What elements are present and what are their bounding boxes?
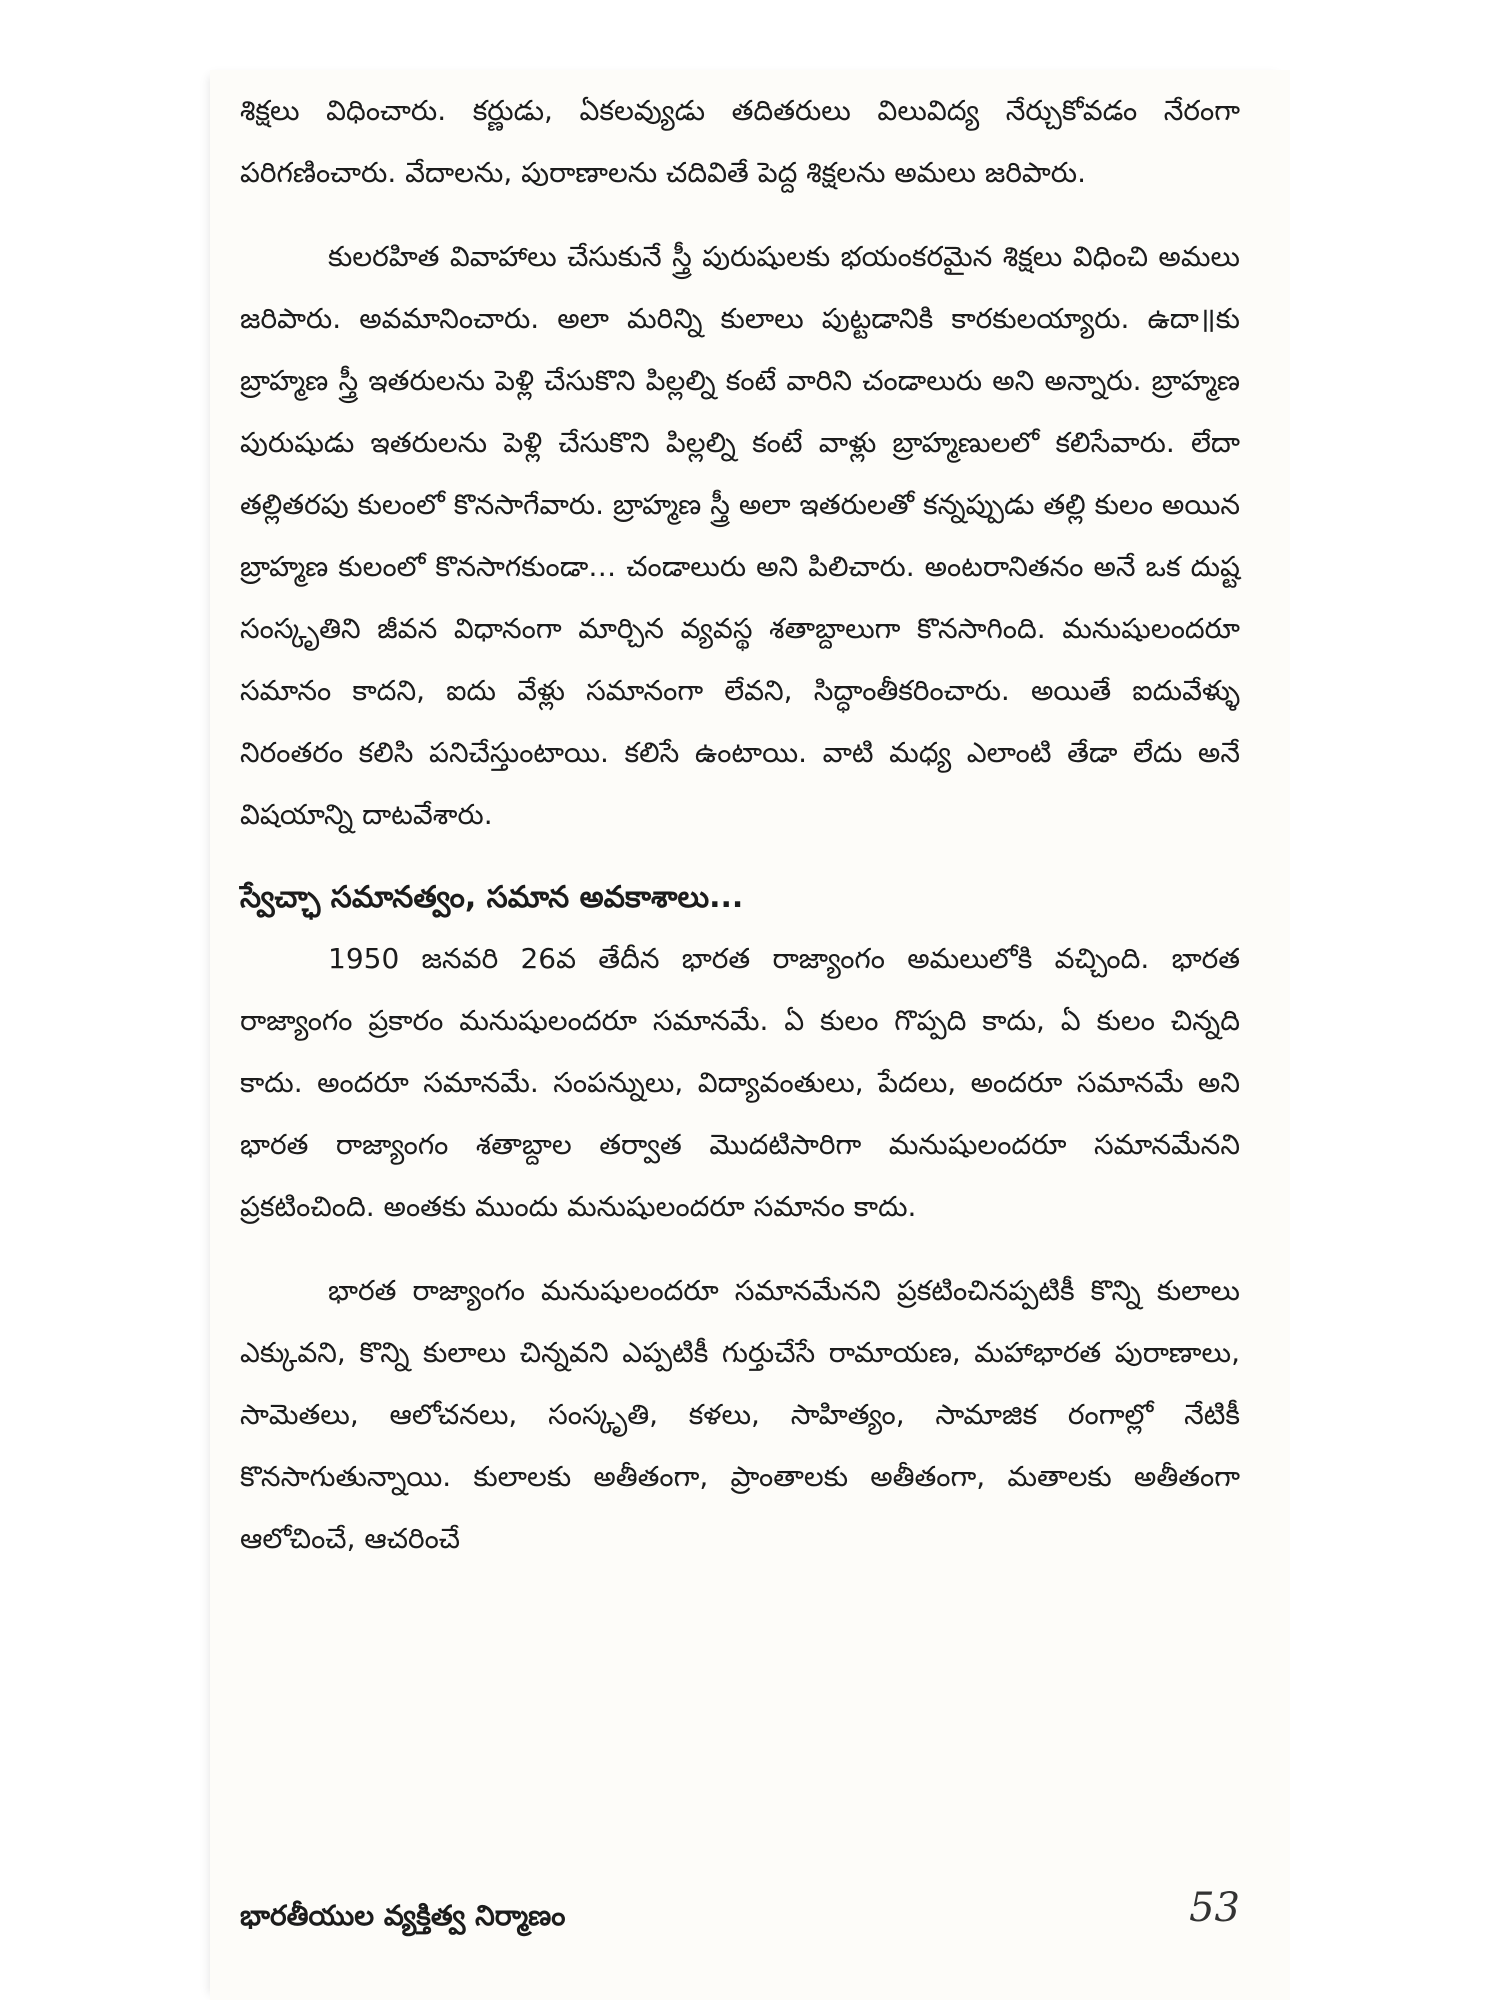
section-heading: స్వేచ్ఛా సమానత్వం, సమాన అవకాశాలు... [240,880,744,915]
book-page [210,70,1290,2000]
paragraph-punishments: శిక్షలు విధించారు. కర్ణుడు, ఏకలవ్యుడు తదితరులు విలువిద్య నేర్చుకోవడం నేరంగా పరిగణించారు. వేదాలను, పురాణాలను చదివితే పెద్ద శిక్షలను అమలు జరిపారు. [240,94,1240,189]
page-body [240,80,1240,1570]
book-title: భారతీయుల వ్యక్తిత్వ నిర్మాణం [240,1899,566,1932]
paragraph-caste-marriages: కులరహిత వివాహాలు చేసుకునే స్త్రీ పురుషులకు భయంకరమైన శిక్షలు విధించి అమలు జరిపారు. అవమానించారు. అలా మరిన్ని కులాలు పుట్టడానికి కారకులయ్యారు. ఉదా॥కు బ్రాహ్మణ స్త్రీ ఇతరులను పెళ్లి చేసుకొని పిల్లల్ని కంటే వారిని చండాలురు అని అన్నారు. బ్రాహ్మణ పురుషుడు ఇతరులను పెళ్లి చేసుకొని పిల్లల్ని కంటే వాళ్లు బ్రాహ్మణులలో కలిసేవారు. లేదా తల్లితరపు కులంలో కొనసాగేవారు. బ్రాహ్మణ స్త్రీ అలా ఇతరులతో కన్నప్పుడు తల్లి కులం అయిన బ్రాహ్మణ కులంలో కొనసాగకుండా… చండాలురు అని పిలిచారు. అంటరానితనం అనే ఒక దుష్ట సంస్కృతిని జీవన విధానంగా మార్చిన వ్యవస్థ శతాబ్దాలుగా కొనసాగింది. మనుషులందరూ సమానం కాదని, ఐదు వేళ్లు సమానంగా లేవని, సిద్ధాంతీకరించారు. అయితే ఐదువేళ్ళు నిరంతరం కలిసి పనిచేస్తుంటాయి. కలిసే ఉంటాయి. వాటి మధ్య ఎలాంటి తేడా లేదు అనే విషయాన్ని దాటవేశారు. [240,240,1240,831]
paragraph-constitution: 1950 జనవరి 26వ తేదీన భారత రాజ్యాంగం అమలులోకి వచ్చింది. భారత రాజ్యాంగం ప్రకారం మనుషులందరూ సమానమే. ఏ కులం గొప్పది కాదు, ఏ కులం చిన్నది కాదు. అందరూ సమానమే. సంపన్నులు, విద్యావంతులు, పేదలు, అందరూ సమానమే అని భారత రాజ్యాంగం శతాబ్దాల తర్వాత మొదటిసారిగా మనుషులందరూ సమానమేనని ప్రకటించింది. అంతకు ముందు మనుషులందరూ సమానం కాదు. [240,942,1240,1223]
page-number: 53 [1189,1885,1240,1931]
paragraph-caste-persistence: భారత రాజ్యాంగం మనుషులందరూ సమానమేనని ప్రకటించినప్పటికీ కొన్ని కులాలు ఎక్కువని, కొన్ని కులాలు చిన్నవని ఎప్పటికీ గుర్తుచేసే రామాయణ, మహాభారత పురాణాలు, సామెతలు, ఆలోచనలు, సంస్కృతి, కళలు, సాహిత్యం, సామాజిక రంగాల్లో నేటికీ కొనసాగుతున్నాయి. కులాలకు అతీతంగా, ప్రాంతాలకు అతీతంగా, మతాలకు అతీతంగా ఆలోచించే, ఆచరించే [240,1274,1240,1555]
page-footer [240,1885,1240,1945]
